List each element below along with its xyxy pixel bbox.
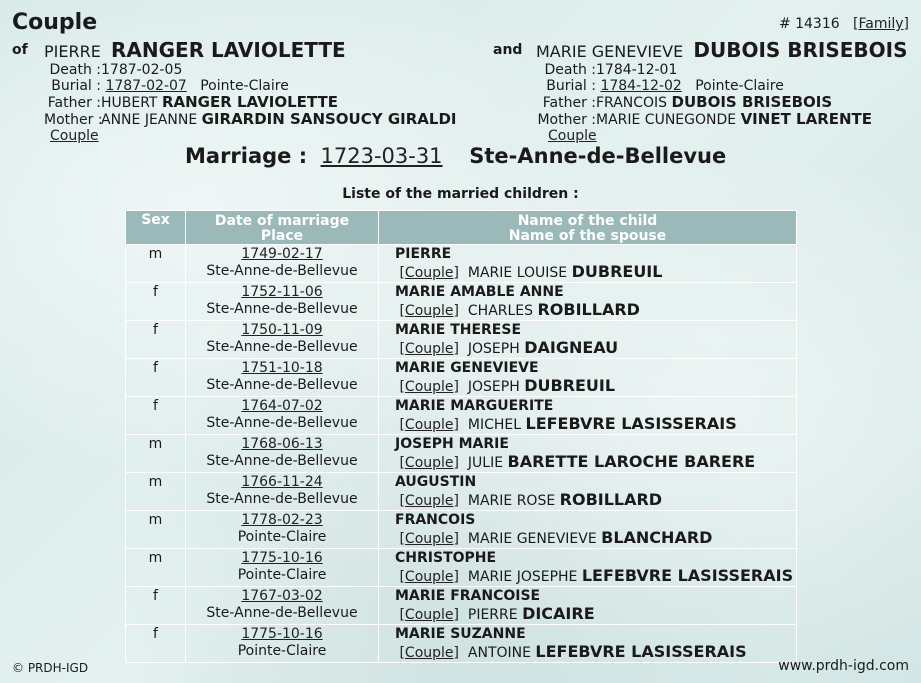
child-marriage-place: Ste-Anne-de-Bellevue: [206, 491, 358, 507]
child-marriage-place: Ste-Anne-de-Bellevue: [206, 415, 358, 431]
child-spouse-first-name: JOSEPH: [467, 379, 520, 395]
of-label: of: [12, 42, 28, 58]
child-spouse-last-name: DAIGNEAU: [524, 338, 619, 357]
child-spouse-last-name: DUBREUIL: [571, 262, 663, 281]
marriage-date-place-cell: [186, 625, 379, 663]
table-row: [126, 397, 797, 435]
child-name-cell: [379, 245, 797, 283]
child-sex: f: [126, 587, 186, 625]
child-name-cell: [379, 625, 797, 663]
table-row: [126, 473, 797, 511]
children-list-title: Liste of the married children :: [342, 186, 579, 202]
table-row: [126, 359, 797, 397]
child-marriage-date-link[interactable]: 1766-11-24: [241, 474, 323, 490]
table-row: [126, 435, 797, 473]
marriage-date-place-cell: [186, 283, 379, 321]
husband-death-label: Death :: [49, 62, 101, 78]
child-spouse: [395, 301, 796, 320]
child-spouse-first-name: JOSEPH: [467, 341, 520, 357]
child-marriage-place: Pointe-Claire: [237, 567, 327, 583]
column-header-names: [379, 211, 797, 245]
child-sex: m: [126, 511, 186, 549]
husband-father-first: HUBERT: [101, 95, 158, 111]
child-sex: f: [126, 625, 186, 663]
wife-mother-label: Mother :: [537, 112, 596, 128]
child-spouse: [395, 643, 796, 662]
husband-info: [44, 62, 456, 144]
wife-name: [536, 38, 908, 62]
child-name-cell: [379, 435, 797, 473]
child-spouse-first-name: MARIE ROSE: [467, 493, 556, 509]
marriage-date-place-cell: [186, 549, 379, 587]
child-marriage-date-link[interactable]: 1767-03-02: [241, 588, 323, 604]
record-number: # 14316: [778, 16, 840, 32]
child-name: MARIE GENEVIEVE: [395, 360, 539, 376]
child-name: FRANCOIS: [395, 512, 476, 528]
marriage-date-place-cell: [186, 397, 379, 435]
child-couple-link[interactable]: [Couple]: [399, 645, 459, 661]
husband-last-name: RANGER LAVIOLETTE: [111, 38, 346, 62]
child-sex: f: [126, 321, 186, 359]
website-text: www.prdh-igd.com: [778, 658, 909, 674]
wife-first-name: MARIE GENEVIEVE: [536, 42, 684, 61]
child-sex: f: [126, 359, 186, 397]
marriage-date-place-cell: [186, 435, 379, 473]
child-spouse: [395, 491, 796, 510]
child-name: JOSEPH MARIE: [395, 436, 509, 452]
child-spouse-last-name: BLANCHARD: [601, 528, 713, 547]
table-row: [126, 549, 797, 587]
child-name: AUGUSTIN: [395, 474, 477, 490]
column-header-spouse: Name of the spouse: [508, 227, 667, 244]
child-name-cell: [379, 587, 797, 625]
husband-first-name: PIERRE: [44, 42, 101, 61]
child-couple-link[interactable]: [Couple]: [399, 417, 459, 433]
child-spouse-first-name: JULIE: [467, 455, 504, 471]
wife-burial-label: Burial :: [546, 78, 596, 94]
marriage-date-place-cell: [186, 473, 379, 511]
husband-parents-couple-link[interactable]: Couple: [50, 128, 99, 144]
husband-mother-last: GIRARDIN SANSOUCY GIRALDI: [201, 110, 457, 128]
table-header-row: [126, 211, 797, 245]
child-marriage-date-link[interactable]: 1775-10-16: [241, 550, 323, 566]
child-spouse-last-name: BARETTE LAROCHE BARERE: [507, 452, 756, 471]
wife-death-label: Death :: [544, 62, 596, 78]
marriage-date-place-cell: [186, 245, 379, 283]
child-sex: m: [126, 473, 186, 511]
children-table: [125, 210, 797, 663]
child-marriage-place: Ste-Anne-de-Bellevue: [206, 301, 358, 317]
child-marriage-date-link[interactable]: 1764-07-02: [241, 398, 323, 414]
child-spouse: [395, 567, 796, 586]
marriage-date-place-cell: [186, 321, 379, 359]
column-header-date: Date of marriage: [214, 212, 350, 229]
page-title: Couple: [12, 10, 98, 35]
wife-burial-place: Pointe-Claire: [695, 78, 784, 94]
wife-last-name: DUBOIS BRISEBOIS: [693, 38, 908, 62]
wife-father-first: FRANCOIS: [596, 95, 668, 111]
child-marriage-place: Ste-Anne-de-Bellevue: [206, 263, 358, 279]
table-row: [126, 625, 797, 663]
copyright-text: © PRDH-IGD: [12, 661, 89, 675]
table-row: [126, 511, 797, 549]
child-spouse: [395, 605, 796, 624]
child-spouse-last-name: DICAIRE: [522, 604, 595, 623]
wife-parents-couple-link[interactable]: Couple: [548, 128, 597, 144]
child-couple-link[interactable]: [Couple]: [399, 493, 459, 509]
husband-burial-place: Pointe-Claire: [200, 78, 289, 94]
child-couple-link[interactable]: [Couple]: [399, 379, 459, 395]
child-name-cell: [379, 321, 797, 359]
child-marriage-place: Ste-Anne-de-Bellevue: [206, 453, 358, 469]
child-spouse-last-name: LEFEBVRE LASISSERAIS: [581, 566, 794, 585]
column-header-place: Place: [260, 227, 304, 244]
child-name: MARIE AMABLE ANNE: [395, 284, 564, 300]
husband-name: [44, 38, 346, 62]
child-spouse-first-name: CHARLES: [467, 303, 534, 319]
child-spouse-last-name: ROBILLARD: [537, 300, 640, 319]
child-name-cell: [379, 549, 797, 587]
husband-father-last: RANGER LAVIOLETTE: [161, 93, 338, 111]
child-couple-link[interactable]: [Couple]: [399, 303, 459, 319]
column-header-sex: Sex: [126, 211, 186, 245]
record-header: [779, 16, 909, 32]
child-marriage-date-link[interactable]: 1749-02-17: [241, 246, 323, 262]
husband-burial-date[interactable]: 1787-02-07: [105, 78, 187, 94]
child-couple-link[interactable]: [Couple]: [399, 531, 459, 547]
child-marriage-date-link[interactable]: 1752-11-06: [241, 284, 323, 300]
family-link[interactable]: [Family]: [853, 16, 909, 32]
child-spouse-last-name: DUBREUIL: [524, 376, 616, 395]
table-row: [126, 245, 797, 283]
child-name: MARIE SUZANNE: [395, 626, 526, 642]
husband-burial-label: Burial :: [51, 78, 101, 94]
child-marriage-date-link[interactable]: 1751-10-18: [241, 360, 323, 376]
wife-burial-date[interactable]: 1784-12-02: [600, 78, 682, 94]
marriage-date-place-cell: [186, 359, 379, 397]
child-spouse: [395, 263, 796, 282]
table-row: [126, 587, 797, 625]
child-marriage-place: Ste-Anne-de-Bellevue: [206, 339, 358, 355]
husband-mother-label: Mother :: [44, 112, 103, 128]
child-sex: m: [126, 549, 186, 587]
wife-mother-last: VINET LARENTE: [740, 110, 873, 128]
child-marriage-date-link[interactable]: 1778-02-23: [241, 512, 323, 528]
child-name: PIERRE: [395, 246, 452, 262]
child-spouse-first-name: MARIE GENEVIEVE: [467, 531, 597, 547]
wife-father-last: DUBOIS BRISEBOIS: [671, 93, 833, 111]
child-couple-link[interactable]: [Couple]: [399, 341, 459, 357]
marriage-label: Marriage :: [185, 144, 308, 168]
wife-mother-first: MARIE CUNEGONDE: [596, 112, 737, 128]
child-name-cell: [379, 473, 797, 511]
column-header-date-place: [186, 211, 379, 245]
marriage-line: [185, 144, 726, 168]
child-name: MARIE FRANCOISE: [395, 588, 541, 604]
children-table-body: [126, 245, 797, 663]
child-spouse: [395, 453, 796, 472]
child-spouse-first-name: ANTOINE: [467, 645, 531, 661]
child-spouse: [395, 415, 796, 434]
child-sex: f: [126, 283, 186, 321]
child-spouse-last-name: LEFEBVRE LASISSERAIS: [525, 414, 737, 433]
child-spouse-first-name: MARIE LOUISE: [467, 265, 568, 281]
table-row: [126, 321, 797, 359]
table-row: [126, 283, 797, 321]
wife-father-label: Father :: [542, 95, 596, 111]
wife-death-date: 1784-12-01: [596, 62, 678, 78]
child-spouse: [395, 529, 796, 548]
child-sex: f: [126, 397, 186, 435]
husband-father-label: Father :: [47, 95, 101, 111]
marriage-date-place-cell: [186, 587, 379, 625]
child-marriage-date-link[interactable]: 1750-11-09: [241, 322, 323, 338]
child-sex: m: [126, 435, 186, 473]
child-couple-link[interactable]: [Couple]: [399, 569, 459, 585]
column-header-child: Name of the child: [517, 212, 658, 229]
wife-info: [536, 62, 872, 144]
child-marriage-date-link[interactable]: 1775-10-16: [241, 626, 323, 642]
child-spouse-first-name: PIERRE: [467, 607, 518, 623]
child-spouse: [395, 339, 796, 358]
husband-death-date: 1787-02-05: [101, 62, 183, 78]
child-spouse-first-name: MICHEL: [467, 417, 522, 433]
child-marriage-place: Ste-Anne-de-Bellevue: [206, 377, 358, 393]
child-name: MARIE MARGUERITE: [395, 398, 554, 414]
child-name-cell: [379, 397, 797, 435]
child-name-cell: [379, 511, 797, 549]
husband-mother-first: ANNE JEANNE: [101, 112, 198, 128]
child-name-cell: [379, 283, 797, 321]
child-name-cell: [379, 359, 797, 397]
child-marriage-place: Pointe-Claire: [237, 643, 327, 659]
child-marriage-place: Ste-Anne-de-Bellevue: [206, 605, 358, 621]
child-sex: m: [126, 245, 186, 283]
marriage-date[interactable]: 1723-03-31: [320, 144, 443, 168]
marriage-place: Ste-Anne-de-Bellevue: [469, 144, 727, 168]
child-couple-link[interactable]: [Couple]: [399, 607, 459, 623]
child-spouse-last-name: ROBILLARD: [559, 490, 663, 509]
and-label: and: [493, 42, 523, 58]
child-name: MARIE THERESE: [395, 322, 522, 338]
child-spouse-last-name: LEFEBVRE LASISSERAIS: [535, 642, 747, 661]
child-couple-link[interactable]: [Couple]: [399, 455, 459, 471]
child-marriage-place: Pointe-Claire: [237, 529, 327, 545]
child-spouse: [395, 377, 796, 396]
child-couple-link[interactable]: [Couple]: [399, 265, 459, 281]
child-name: CHRISTOPHE: [395, 550, 497, 566]
child-marriage-date-link[interactable]: 1768-06-13: [241, 436, 323, 452]
marriage-date-place-cell: [186, 511, 379, 549]
child-spouse-first-name: MARIE JOSEPHE: [467, 569, 578, 585]
